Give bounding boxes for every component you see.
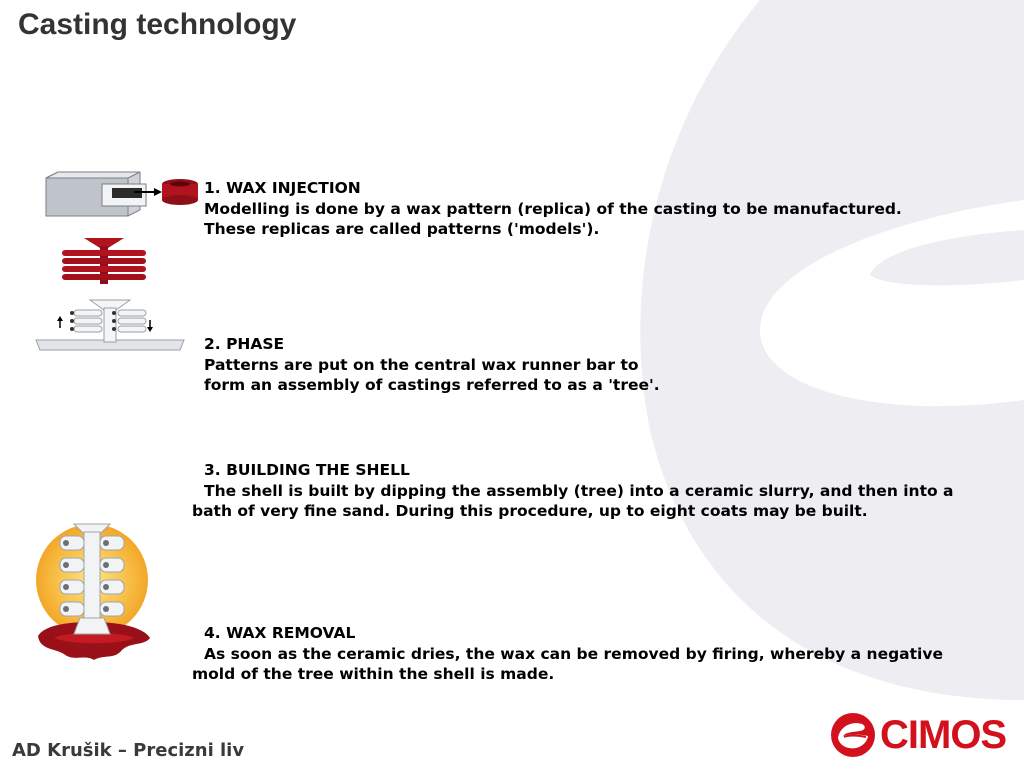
step-heading: 2. PHASE <box>204 335 285 353</box>
footer-company: AD Krušik – Precizni liv <box>12 740 245 761</box>
step-phase <box>192 334 982 396</box>
step-heading: 4. WAX REMOVAL <box>204 624 356 642</box>
step-text: These replicas are called patterns ('models'). <box>204 220 600 239</box>
step-text: The shell is built by dipping the assembly (tree) into a ceramic slurry, and then into a bath of very fine sand. During this procedure, up to eight coats may be built. <box>192 481 954 521</box>
step-heading: 3. BUILDING THE SHELL <box>204 461 410 479</box>
step-heading: 1. WAX INJECTION <box>204 179 361 197</box>
step-building-shell <box>192 460 982 522</box>
step-wax-injection <box>192 178 982 240</box>
cimos-logo <box>830 710 1010 760</box>
wax-removal-illustration <box>34 518 154 664</box>
cimos-logo-icon <box>830 712 876 758</box>
cimos-logo-text: CIMOS <box>880 713 1007 757</box>
wax-pattern-illustration <box>58 236 150 286</box>
page-title: Casting technology <box>18 8 297 41</box>
tree-assembly-illustration <box>34 296 186 354</box>
step-text: Modelling is done by a wax pattern (replica) of the casting to be manufactured. <box>204 199 902 218</box>
wax-injection-illustration <box>40 170 200 222</box>
step-text: Patterns are put on the central wax runner bar to <box>204 355 639 374</box>
step-text: form an assembly of castings referred to as a 'tree'. <box>204 376 660 395</box>
step-wax-removal <box>192 623 982 685</box>
step-text: As soon as the ceramic dries, the wax can be removed by firing, whereby a negative mold of the tree within the shell is made. <box>192 644 943 684</box>
